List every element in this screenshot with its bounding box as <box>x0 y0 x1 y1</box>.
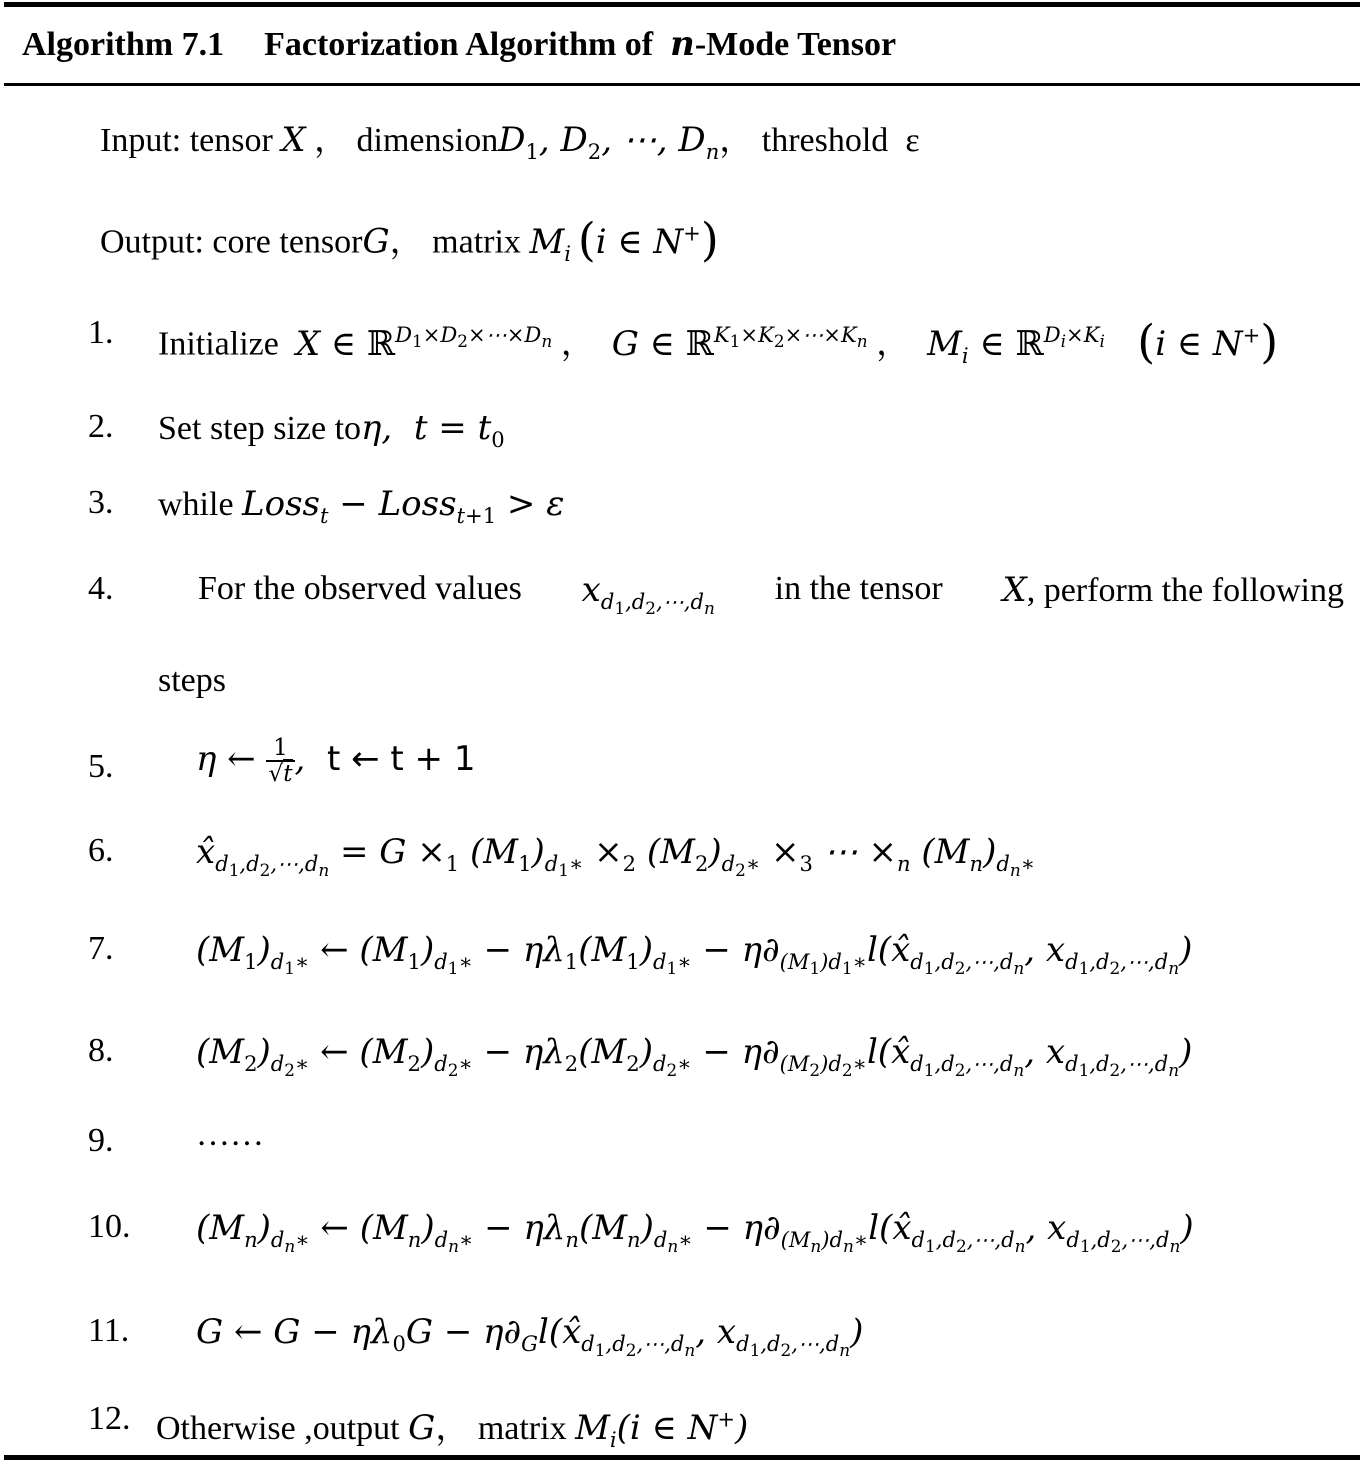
step-number-1: 1. <box>88 314 114 351</box>
step-5-math: η ← $\frac{1}{√t}$ , t ← t + 1 <box>196 735 476 788</box>
input-line: Input: tensor X ， dimensionD$_1$, $D_2$, ⋯, $D_n$， threshold ε <box>100 120 920 164</box>
step-6 <box>196 832 1036 880</box>
output-core-symbol: G <box>362 221 390 262</box>
step-4 <box>198 570 1344 618</box>
step-10 <box>196 1208 1194 1256</box>
step-11-math: G ← $G - \eta\lambda_0G$ − $\eta\partial_Gl(x̂_{d_1,d_2,\cdots,d_n}$, $x_{d_1,d_2,\cdots,d_n}$) <box>196 1312 864 1360</box>
step-9-text: …… <box>196 1116 264 1153</box>
output-label: Output: core tensor <box>100 223 363 261</box>
step-7-math: $(M_1)_{d_1∗}$ ← $(M_1)_{d_1∗} - \eta\lambda_1(M_1)_{d_1∗}$ − $\eta\partial_{(M_1)d_1∗}l(x̂_{d_1,d_2,\cdots,d_n}$, $x_{d_1,d_2,\cdots,d_n}$) <box>196 930 1193 978</box>
input-label: Input: tensor <box>100 122 273 159</box>
input-dimension-label: dimension <box>356 122 499 159</box>
output-matrix-label: matrix <box>432 223 521 261</box>
step-4-text-end: , perform the following <box>1026 572 1344 609</box>
step-4-text-mid: in the tensor <box>774 570 943 607</box>
step-number-5: 5. <box>88 748 114 785</box>
input-tensor-symbol: X <box>281 120 306 160</box>
algorithm-title-var: n <box>670 24 695 64</box>
step-number-6: 6. <box>88 832 114 869</box>
step-12-core-symbol: G <box>408 1408 436 1448</box>
top-rule <box>4 2 1360 7</box>
step-4-continued <box>158 662 226 700</box>
output-matrix-symbol: $M_i$ (i ∈ N+) <box>529 212 719 266</box>
step-number-4: 4. <box>88 570 114 607</box>
header-rule <box>4 83 1360 86</box>
step-number-8: 8. <box>88 1032 114 1069</box>
step-3 <box>158 484 565 528</box>
input-epsilon: ε <box>905 122 920 159</box>
step-number-10: 10. <box>88 1208 131 1245</box>
step-7 <box>196 930 1193 978</box>
step-number-11: 11. <box>88 1312 130 1349</box>
output-line: Output: core tensorG， matrix $M_i$ (i ∈ N+) <box>100 212 719 266</box>
step-1: Initialize X ∈ ℝ$^{D_1\times D_2\times\cdots\times D_n}$ ， G ∈ ℝ$^{K_1\times K_2\times\cdots\times K_n}$ ， $M_i$ ∈ ℝ$^{D_i\times K_i}$ (i ∈ N+) <box>158 314 1279 368</box>
step-4-text-cont: steps <box>158 662 226 699</box>
step-number-12: 12. <box>88 1400 131 1437</box>
input-dimensions: $D_1$, $D_2$, ⋯, $D_n$ <box>498 120 720 164</box>
algorithm-title <box>22 24 896 64</box>
step-2-math: η, $t = t_0$ <box>361 408 505 452</box>
step-4-tensor-symbol: X <box>1002 570 1027 610</box>
bottom-rule <box>4 1455 1360 1460</box>
step-number-3: 3. <box>88 484 114 521</box>
step-4-math: $x_{d_1,d_2,\cdots,d_n}$ <box>581 570 715 618</box>
step-3-math: Loss$_t$ − Loss$_{t+1}$ > ε <box>242 484 565 528</box>
input-threshold-label: threshold <box>761 122 889 159</box>
step-12-math: $M_i(i$ ∈ N+) <box>575 1406 749 1452</box>
step-1-text: Initialize <box>158 325 279 363</box>
step-8-math: $(M_2)_{d_2∗}$ ← $(M_2)_{d_2∗} - \eta\lambda_2(M_2)_{d_2∗}$ − $\eta\partial_{(M_2)d_2∗}l(x̂_{d_1,d_2,\cdots,d_n}$, $x_{d_1,d_2,\cdots,d_n}$) <box>196 1032 1193 1080</box>
step-5 <box>196 736 475 787</box>
step-number-7: 7. <box>88 930 114 967</box>
step-number-9: 9. <box>88 1122 114 1159</box>
step-12-text: Otherwise ,output <box>156 1410 400 1447</box>
step-4-text: For the observed values <box>198 570 522 607</box>
step-8 <box>196 1032 1193 1080</box>
step-2-text: Set step size to <box>158 410 362 447</box>
step-6-math: $x̂_{d_1,d_2,\cdots,d_n} = G \times_1$ $(M_1)_{d_1∗} \times_2$ $(M_2)_{d_2∗} \times_3$ ⋯ $\times_n$ $(M_n)_{d_n∗}$ <box>196 832 1036 880</box>
algorithm-label: Algorithm 7.1 <box>22 26 225 63</box>
algorithm-title-prefix: Factorization Algorithm of <box>264 26 654 63</box>
step-2 <box>158 408 505 452</box>
algorithm-title-suffix: -Mode Tensor <box>694 26 897 63</box>
step-1-math-matrix: $M_i$ ∈ ℝ$^{D_i\times K_i}$ (i ∈ N+) <box>927 314 1279 368</box>
step-3-text: while <box>158 486 234 523</box>
step-12: Otherwise ,output G， matrix $M_i(i$ ∈ N+) <box>156 1406 749 1452</box>
step-12-matrix-label: matrix <box>477 1410 567 1447</box>
step-1-math: X ∈ ℝ$^{D_1\times D_2\times\cdots\times D_n}$ <box>295 322 553 364</box>
step-9 <box>196 1116 264 1154</box>
step-10-math: $(M_n)_{d_n∗}$ ← $(M_n)_{d_n∗} - \eta\lambda_n(M_n)_{d_n∗}$ − $\eta\partial_{(M_n)d_n∗}l(x̂_{d_1,d_2,\cdots,d_n}$, $x_{d_1,d_2,\cdots,d_n}$) <box>196 1208 1194 1256</box>
step-number-2: 2. <box>88 408 114 445</box>
step-1-math-core: G ∈ ℝ$^{K_1\times K_2\times\cdots\times K_n}$ <box>611 322 868 364</box>
step-11 <box>196 1312 864 1360</box>
